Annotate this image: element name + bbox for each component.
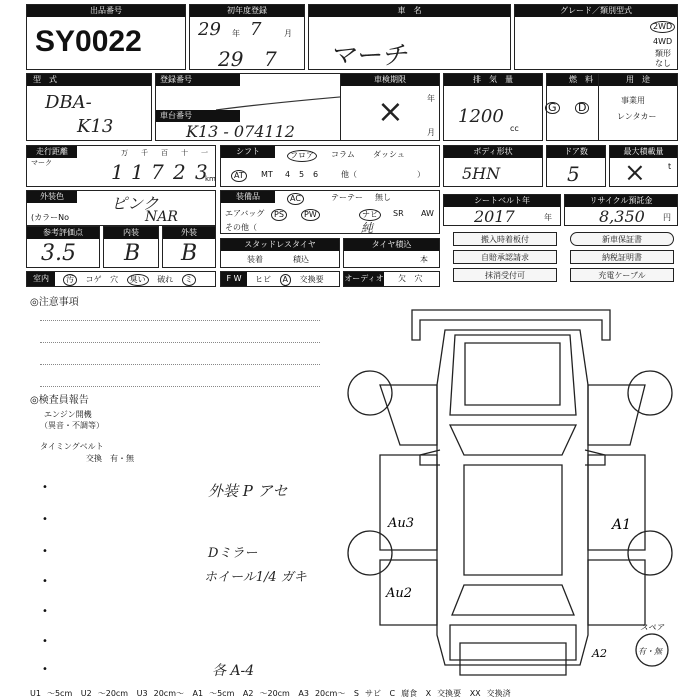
legend-c: C — [389, 689, 396, 698]
fw-items — [255, 274, 330, 286]
mileage-digit-4: 2 — [173, 160, 186, 184]
interior-item-other: ミ — [182, 274, 196, 286]
lot-number-header: 出品番号 — [27, 5, 185, 17]
equipment-box — [220, 190, 440, 234]
bullet-5: • — [42, 606, 48, 617]
grade-header: グレード／類別型式 — [515, 5, 677, 17]
interior-condition-label: 室内 — [27, 272, 55, 286]
body-type-header: ボディ形状 — [444, 146, 542, 158]
legend-u1-desc: ～5cm — [46, 689, 73, 698]
recycle-header: リサイクル預託金 — [565, 195, 677, 207]
bullet-1: • — [42, 482, 48, 493]
engine-label: エンジン開機 — [44, 410, 92, 419]
grade-none: なし — [655, 59, 671, 68]
first-reg-month: 7 — [250, 19, 262, 40]
score-value: 3.5 — [41, 241, 76, 266]
legend-a3-desc: 20cm～ — [314, 689, 346, 698]
mileage-unit-3: 百 — [161, 149, 168, 157]
shift-column: コラム — [331, 150, 355, 159]
mileage-box — [26, 145, 216, 187]
audio-items — [398, 274, 429, 284]
audio-label: オーディオ — [344, 272, 384, 286]
spare-label: スペア — [640, 623, 664, 632]
capacity-box — [609, 145, 678, 187]
shift-5: 5 — [299, 170, 305, 179]
bullet-3: • — [42, 546, 48, 557]
timing-label: タイミングベルト — [40, 442, 104, 451]
timing-options: 交換 有・無 — [86, 454, 134, 463]
inspection-header: 車検期限 — [341, 74, 439, 86]
mileage-unit-4: 十 — [181, 149, 188, 157]
paper-4: 納税証明書 — [570, 250, 674, 264]
notes-line-3 — [40, 364, 320, 365]
displacement-header: 排 気 量 — [444, 74, 542, 86]
mark-au3: Au3 — [388, 516, 415, 531]
legend-xx: XX — [469, 689, 481, 698]
body-type-box — [443, 145, 543, 187]
fw-row — [220, 271, 340, 287]
capacity-value: × — [624, 158, 646, 188]
doors-value: 5 — [567, 162, 580, 186]
capacity-unit: t — [668, 162, 672, 171]
tire-load-box — [343, 238, 440, 268]
interior-item-burn: コゲ — [85, 275, 102, 284]
equip-aw: AW — [421, 209, 434, 218]
mileage-digit-2: 1 — [131, 160, 144, 184]
tire-load-header: タイヤ積込 — [344, 239, 439, 251]
lot-number: SY0022 — [35, 25, 142, 58]
bullet-2: • — [42, 514, 48, 525]
mileage-digit-3: 7 — [151, 160, 164, 184]
equip-pw: PW — [301, 209, 320, 221]
type-box — [26, 73, 152, 141]
score-header: 参考評価点 — [27, 227, 99, 239]
notes-line-1 — [40, 320, 320, 321]
paper-5: 抹消受付可 — [453, 268, 557, 282]
capacity-header: 最大積載量 — [610, 146, 677, 158]
shift-box — [220, 145, 440, 187]
mark-au2: Au2 — [386, 586, 413, 601]
shift-mt: MT — [261, 170, 273, 179]
body-type-value: 5HN — [462, 164, 501, 183]
exterior-value: B — [181, 241, 198, 266]
shift-other-close: ） — [417, 170, 425, 179]
mileage-unit-1: 万 — [121, 149, 128, 157]
first-reg-month-2: 7 — [264, 47, 277, 71]
displacement-unit: cc — [510, 124, 519, 133]
usage-rental: レンタカー — [617, 112, 657, 121]
usage-business: 事業用 — [621, 96, 645, 105]
equip-airbag: エアバッグ — [225, 209, 265, 218]
registration-header: 登録番号 — [156, 74, 240, 86]
usage-header: 用 途 — [599, 74, 677, 86]
color-no-value: NAR — [145, 209, 178, 225]
seatbelt-header: シートベルト年 — [444, 195, 560, 207]
first-registration-header: 初年度登録 — [190, 5, 304, 17]
exterior-color-value: ピンク — [111, 194, 159, 213]
first-reg-year-2: 29 — [218, 47, 244, 71]
inspection-value: × — [377, 92, 404, 130]
type-value-2: K13 — [77, 116, 114, 137]
mark-a2: A2 — [592, 647, 607, 660]
inspector-comment-2: Dミラー — [208, 546, 258, 561]
type-header: 型 式 — [27, 74, 151, 86]
paper-3: 自賠承認請求 — [453, 250, 557, 264]
seatbelt-value: 2017 — [474, 207, 515, 226]
legend-xx-desc: 交換済 — [486, 689, 511, 698]
legend-u2-desc: ～20cm — [97, 689, 129, 698]
grade-2wd: 2WD — [650, 21, 675, 33]
model-name-box — [308, 4, 511, 70]
mileage-mark-label: マーク — [31, 159, 52, 167]
studless-loaded: 積込 — [293, 255, 309, 264]
lot-number-box — [26, 4, 186, 70]
equip-navi: ナビ — [359, 209, 381, 221]
inspection-box — [340, 73, 440, 141]
first-reg-month-unit: 月 — [284, 29, 292, 38]
usage-box — [598, 73, 678, 141]
chassis-number: K13 - 074112 — [186, 122, 295, 141]
equip-other-label: その他（ — [225, 223, 257, 232]
grade-box — [514, 4, 678, 70]
inspector-comment-1: 外装 P アセ — [208, 482, 288, 500]
paper-6: 充電ケーブル — [570, 268, 674, 282]
studless-mounted: 装着 — [247, 255, 263, 264]
score-box — [26, 226, 100, 268]
inspection-year-unit: 年 — [427, 94, 435, 103]
legend-a1: A1 — [192, 689, 204, 698]
legend-u3: U3 — [136, 689, 148, 698]
shift-at: AT — [231, 170, 247, 182]
notes-line-2 — [40, 342, 320, 343]
inspector-header: ◎検査員報告 — [30, 395, 89, 406]
equipment-header: 装備品 — [221, 191, 275, 203]
legend-a2: A2 — [242, 689, 254, 698]
notes-header: ◎注意事項 — [30, 297, 79, 308]
recycle-unit: 円 — [663, 213, 671, 222]
first-reg-year-unit: 年 — [232, 29, 240, 38]
legend-x-desc: 交換要 — [437, 689, 462, 698]
inspector-comment-3: ホイール1/4 ガキ — [204, 570, 307, 585]
legend-s: S — [353, 689, 359, 698]
equip-ac: AC — [287, 193, 304, 205]
mileage-digit-5: 3 — [195, 160, 208, 184]
legend-s-desc: サビ — [364, 689, 381, 698]
audio-hole: 穴 — [414, 274, 423, 283]
legend-a1-desc: ～5cm — [209, 689, 235, 698]
audio-missing: 欠 — [398, 274, 406, 283]
paper-1: 搬入時着板付 — [453, 232, 557, 246]
bullet-6: • — [42, 636, 48, 647]
model-name: マーチ — [329, 41, 408, 71]
bullet-7: • — [42, 664, 48, 675]
engine-sub: （異音・不調等） — [40, 421, 104, 430]
exterior-header: 外装 — [163, 227, 215, 239]
exterior-color-box — [26, 190, 216, 226]
grade-type: 類形 — [655, 49, 671, 58]
fw-label: F W — [221, 272, 247, 286]
mileage-unit-5: 一 — [201, 149, 208, 157]
displacement-value: 1200 — [458, 106, 504, 127]
doors-box — [546, 145, 606, 187]
spare-value: 有・無 — [638, 647, 662, 656]
recycle-box — [564, 194, 678, 226]
first-registration-box — [189, 4, 305, 70]
exterior-color-header: 外装色 — [27, 191, 77, 203]
interior-item-hole: 穴 — [110, 275, 119, 284]
displacement-box — [443, 73, 543, 141]
studless-header: スタッドレスタイヤ — [221, 239, 339, 251]
fw-replace: 交換要 — [299, 275, 324, 284]
shift-floor: フロア — [287, 150, 317, 162]
interior-item-tear: 破れ — [157, 275, 174, 284]
equip-other-value: 純 — [361, 221, 374, 235]
legend-c-desc: 腐食 — [401, 689, 418, 698]
legend-a3: A3 — [298, 689, 309, 698]
type-value-1: DBA- — [45, 92, 92, 113]
mark-a1: A1 — [612, 517, 632, 533]
mileage-unit-2: 千 — [141, 149, 148, 157]
seatbelt-box — [443, 194, 561, 226]
seatbelt-unit: 年 — [544, 213, 552, 222]
fuel-header: 燃 料 — [547, 74, 615, 86]
color-no-label: (カラーNo — [31, 213, 69, 222]
shift-4: 4 — [285, 170, 291, 179]
legend-u1: U1 — [30, 689, 41, 698]
doors-header: ドア数 — [547, 146, 605, 158]
legend-u3-desc: 20cm～ — [153, 689, 184, 698]
recycle-value: 8,350 — [599, 207, 645, 226]
interior-box — [103, 226, 159, 268]
legend-u2: U2 — [80, 689, 92, 698]
fw-a: A — [280, 274, 291, 286]
car-damage-diagram — [340, 305, 680, 685]
mileage-unit-km: km — [205, 175, 216, 183]
shift-header: シフト — [221, 146, 275, 158]
studless-box — [220, 238, 340, 268]
model-name-header: 車 名 — [309, 5, 510, 17]
paper-2: 新車保証書 — [570, 232, 674, 246]
interior-header: 内装 — [104, 227, 158, 239]
shift-other: 他（ — [341, 170, 357, 179]
equip-ps: PS — [271, 209, 287, 221]
interior-condition-row — [26, 271, 216, 287]
equip-tt: テーテー — [331, 193, 363, 202]
interior-condition-items — [63, 274, 202, 286]
interior-item-dirt: 汚 — [63, 274, 77, 286]
grade-4wd: 4WD — [653, 37, 673, 46]
legend-x: X — [425, 689, 432, 698]
first-reg-year: 29 — [198, 19, 221, 40]
equip-none: 無し — [375, 193, 391, 202]
legend-a2-desc: ～20cm — [259, 689, 290, 698]
shift-dash: ダッシュ — [373, 150, 405, 159]
shift-6: 6 — [313, 170, 319, 179]
equip-sr: SR — [393, 209, 404, 218]
fw-crack: ヒビ — [255, 275, 271, 284]
inspection-month-unit: 月 — [427, 128, 435, 137]
mileage-header: 走行距離 — [27, 146, 77, 158]
chassis-header: 車台番号 — [156, 110, 240, 122]
interior-value: B — [124, 241, 141, 266]
notes-line-4 — [40, 386, 320, 387]
fuel-gasoline: G — [545, 102, 560, 114]
mileage-digit-1: 1 — [111, 160, 124, 184]
fuel-diesel: D — [575, 102, 589, 114]
tire-load-unit: 本 — [420, 255, 428, 264]
interior-item-smell: 臭い — [127, 274, 149, 286]
audio-row — [343, 271, 440, 287]
bullet-4: • — [42, 576, 48, 587]
damage-legend — [30, 688, 517, 699]
exterior-box — [162, 226, 216, 268]
inspector-comment-4: 各 A-4 — [212, 663, 255, 679]
